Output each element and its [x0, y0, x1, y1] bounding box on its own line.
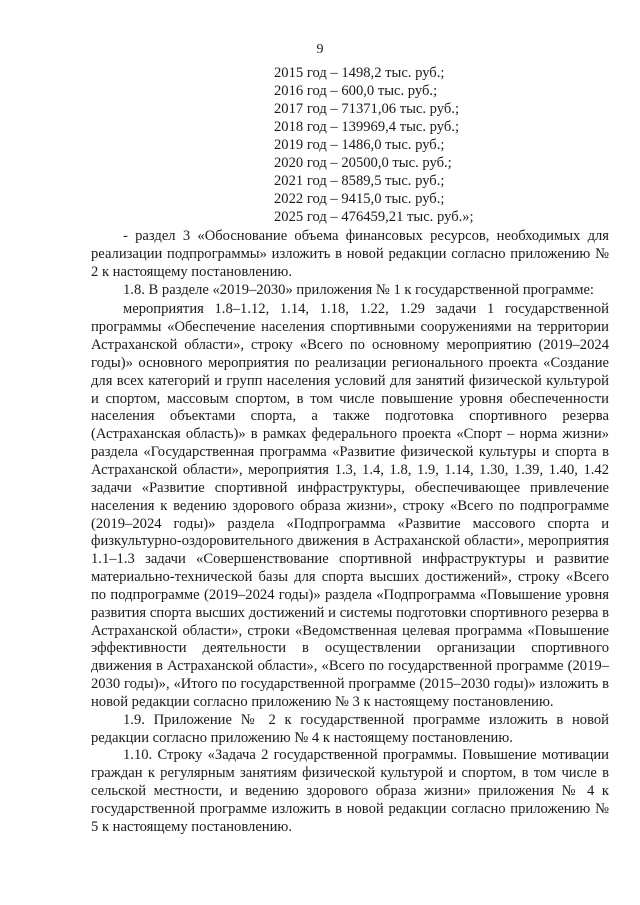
paragraph-1-9: 1.9. Приложение № 2 к государственной программе изложить в новой редакции согласно приложению № 4 к настоящему постановлению. — [91, 711, 609, 746]
funding-line: 2022 год – 9415,0 тыс. руб.; — [274, 191, 445, 207]
paragraph-1-10: 1.10. Строку «Задача 2 государственной программы. Повышение мотивации граждан к регулярным занятиям физической культурой и спортом, в том числе в сельской местности, и ведению здорового образа жизни» приложения № 4 к государственной программе изложить в новой редакции согласно приложению № 5 к настоящему постановлению. — [91, 747, 609, 835]
funding-by-year-list — [274, 64, 474, 226]
funding-line: 2025 год – 476459,21 тыс. руб.»; — [274, 209, 474, 225]
funding-line: 2016 год – 600,0 тыс. руб.; — [274, 83, 438, 99]
paragraph-measures: мероприятия 1.8–1.12, 1.14, 1.18, 1.22, 1.29 задачи 1 государственной программы «Обеспечение населения спортивными сооружениями на территории Астраханской области», строку «Всего по основному мероприятию (2019–2024 годы)» основного мероприятия по реализации регионального проекта «Создание для всех категорий и групп населения условий для занятий физической культурой и спортом, массовым спортом, в том числе повышение уровня обеспеченности населения объектами спорта, а также подготовка спортивного резерва (Астраханская область)» в рамках федерального проекта «Спорт – норма жизни» раздела «Государственная программа «Развитие физической культуры и спорта в Астраханской области», мероприятия 1.3, 1.4, 1.8, 1.9, 1.14, 1.30, 1.39, 1.40, 1.42 задачи «Развитие спортивной инфраструктуры, обеспечивающее привлечение населения к ведению здорового образа жизни», строку «Всего по подпрограмме (2019–2024 годы)» раздела «Подпрограмма «Развитие массового спорта и физкультурно-оздоровительного движения в Астраханской области», мероприятия 1.1–1.3 задачи «Совершенствование спортивной инфраструктуры и развитие материально-технической базы для спорта высших достижений», строку «Всего по подпрограмме (2019–2024 годы)» раздела «Подпрограмма «Повышение уровня развития спорта высших достижений и системы подготовки спортивного резерва в Астраханской области», строки «Ведомственная целевая программа «Повышение эффективности деятельности в осуществлении организации спортивного движения в Астраханской области», «Всего по государственной программе (2019–2030 годы)», «Итого по государственной программе (2015–2030 годы)» изложить в новой редакции согласно приложению № 3 к настоящему постановлению. — [91, 301, 609, 710]
paragraph-1-8: 1.8. В разделе «2019–2030» приложения № 1 к государственной программе: — [123, 281, 594, 298]
funding-line: 2015 год – 1498,2 тыс. руб.; — [274, 65, 445, 81]
funding-line: 2021 год – 8589,5 тыс. руб.; — [274, 173, 445, 189]
page-number: 9 — [316, 42, 324, 57]
funding-line: 2020 год – 20500,0 тыс. руб.; — [274, 155, 452, 171]
funding-line: 2018 год – 139969,4 тыс. руб.; — [274, 119, 460, 135]
funding-line: 2019 год – 1486,0 тыс. руб.; — [274, 137, 445, 153]
document-body — [91, 228, 609, 837]
paragraph-section-3: - раздел 3 «Обоснование объема финансовых ресурсов, необходимых для реализации подпрограммы» изложить в новой редакции согласно приложению № 2 к настоящему постановлению. — [91, 228, 609, 280]
funding-line: 2017 год – 71371,06 тыс. руб.; — [274, 101, 460, 117]
